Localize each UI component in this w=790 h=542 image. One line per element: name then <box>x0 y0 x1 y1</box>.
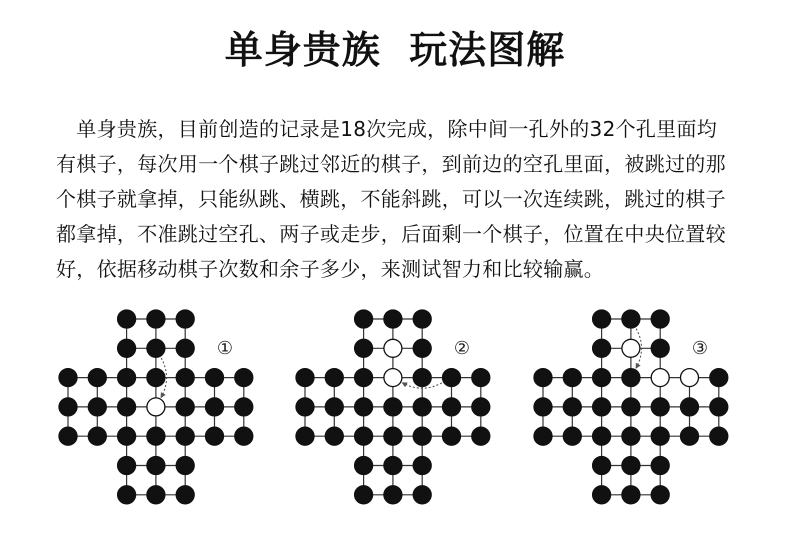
peg <box>651 339 669 357</box>
peg <box>355 310 373 328</box>
board-3 <box>528 302 738 522</box>
peg <box>59 427 77 445</box>
peg <box>118 398 136 416</box>
peg <box>206 398 224 416</box>
description-line-5: 好，依据移动棋子次数和余子多少，来测试智力和比较输赢。 <box>56 257 605 281</box>
peg <box>534 398 552 416</box>
peg <box>413 369 431 387</box>
peg <box>118 369 136 387</box>
peg <box>206 369 224 387</box>
peg <box>710 369 728 387</box>
peg <box>593 339 611 357</box>
step-label: ③ <box>691 338 709 359</box>
peg <box>325 369 343 387</box>
peg <box>710 427 728 445</box>
peg <box>622 486 640 504</box>
peg <box>563 427 581 445</box>
description-line-2: 有棋子，每次用一个棋子跳过邻近的棋子，到前边的空孔里面，被跳过的那 <box>56 152 726 176</box>
description-line-4: 都拿掉，不准跳过空孔、两子或走步，后面剩一个棋子，位置在中央位置较 <box>56 222 726 246</box>
peg <box>355 369 373 387</box>
peg <box>563 369 581 387</box>
peg <box>651 310 669 328</box>
rules-description <box>56 112 746 287</box>
peg <box>413 486 431 504</box>
peg <box>593 457 611 475</box>
peg <box>176 398 194 416</box>
peg <box>118 457 136 475</box>
peg <box>710 398 728 416</box>
description-line-3: 个棋子就拿掉，只能纵跳、横跳，不能斜跳，可以一次连续跳，跳过的棋子 <box>56 187 726 211</box>
board-1 <box>53 302 263 522</box>
peg <box>443 398 461 416</box>
peg <box>593 310 611 328</box>
step-diagram-2 <box>290 302 500 522</box>
peg <box>325 427 343 445</box>
peg <box>651 486 669 504</box>
peg <box>355 427 373 445</box>
peg <box>176 427 194 445</box>
peg <box>413 339 431 357</box>
peg <box>593 427 611 445</box>
empty-hole <box>384 369 402 387</box>
peg <box>325 398 343 416</box>
peg <box>472 427 490 445</box>
peg <box>59 398 77 416</box>
empty-hole <box>384 339 402 357</box>
peg <box>235 369 253 387</box>
peg <box>176 339 194 357</box>
peg <box>235 427 253 445</box>
peg <box>534 427 552 445</box>
peg <box>384 486 402 504</box>
peg <box>384 398 402 416</box>
peg <box>88 369 106 387</box>
step-label: ① <box>216 338 234 359</box>
peg <box>384 457 402 475</box>
step-label: ② <box>453 338 471 359</box>
peg <box>118 427 136 445</box>
peg <box>176 310 194 328</box>
peg <box>176 457 194 475</box>
peg <box>443 427 461 445</box>
step-diagram-3 <box>528 302 738 522</box>
peg <box>147 369 165 387</box>
peg <box>147 427 165 445</box>
peg <box>88 427 106 445</box>
peg <box>651 457 669 475</box>
peg <box>355 486 373 504</box>
peg <box>472 369 490 387</box>
peg <box>355 398 373 416</box>
peg <box>651 398 669 416</box>
empty-hole <box>651 369 669 387</box>
description-line-1: 单身贵族，目前创造的记录是18次完成，除中间一孔外的32个孔里面均 <box>56 117 718 141</box>
peg <box>413 427 431 445</box>
peg <box>235 398 253 416</box>
peg <box>296 398 314 416</box>
peg <box>118 310 136 328</box>
peg <box>622 457 640 475</box>
peg <box>413 457 431 475</box>
empty-hole <box>147 398 165 416</box>
peg <box>59 369 77 387</box>
empty-hole <box>681 369 699 387</box>
page-title: 单身贵族 玩法图解 <box>224 28 566 72</box>
peg <box>681 398 699 416</box>
peg <box>176 369 194 387</box>
peg <box>384 427 402 445</box>
peg <box>622 427 640 445</box>
peg <box>443 369 461 387</box>
peg <box>413 398 431 416</box>
peg <box>88 398 106 416</box>
peg <box>147 339 165 357</box>
peg <box>296 369 314 387</box>
peg <box>206 427 224 445</box>
peg <box>593 486 611 504</box>
peg <box>413 310 431 328</box>
peg <box>593 398 611 416</box>
peg <box>355 457 373 475</box>
peg <box>118 486 136 504</box>
step-diagram-1 <box>53 302 263 522</box>
peg <box>118 339 136 357</box>
peg <box>472 398 490 416</box>
peg <box>622 369 640 387</box>
peg <box>176 486 194 504</box>
peg <box>355 339 373 357</box>
peg <box>622 398 640 416</box>
peg <box>147 310 165 328</box>
peg <box>651 427 669 445</box>
peg <box>296 427 314 445</box>
peg <box>384 310 402 328</box>
peg <box>147 486 165 504</box>
peg <box>593 369 611 387</box>
empty-hole <box>622 339 640 357</box>
board-2 <box>290 302 500 522</box>
peg <box>534 369 552 387</box>
peg <box>622 310 640 328</box>
peg <box>563 398 581 416</box>
peg <box>147 457 165 475</box>
peg <box>681 427 699 445</box>
